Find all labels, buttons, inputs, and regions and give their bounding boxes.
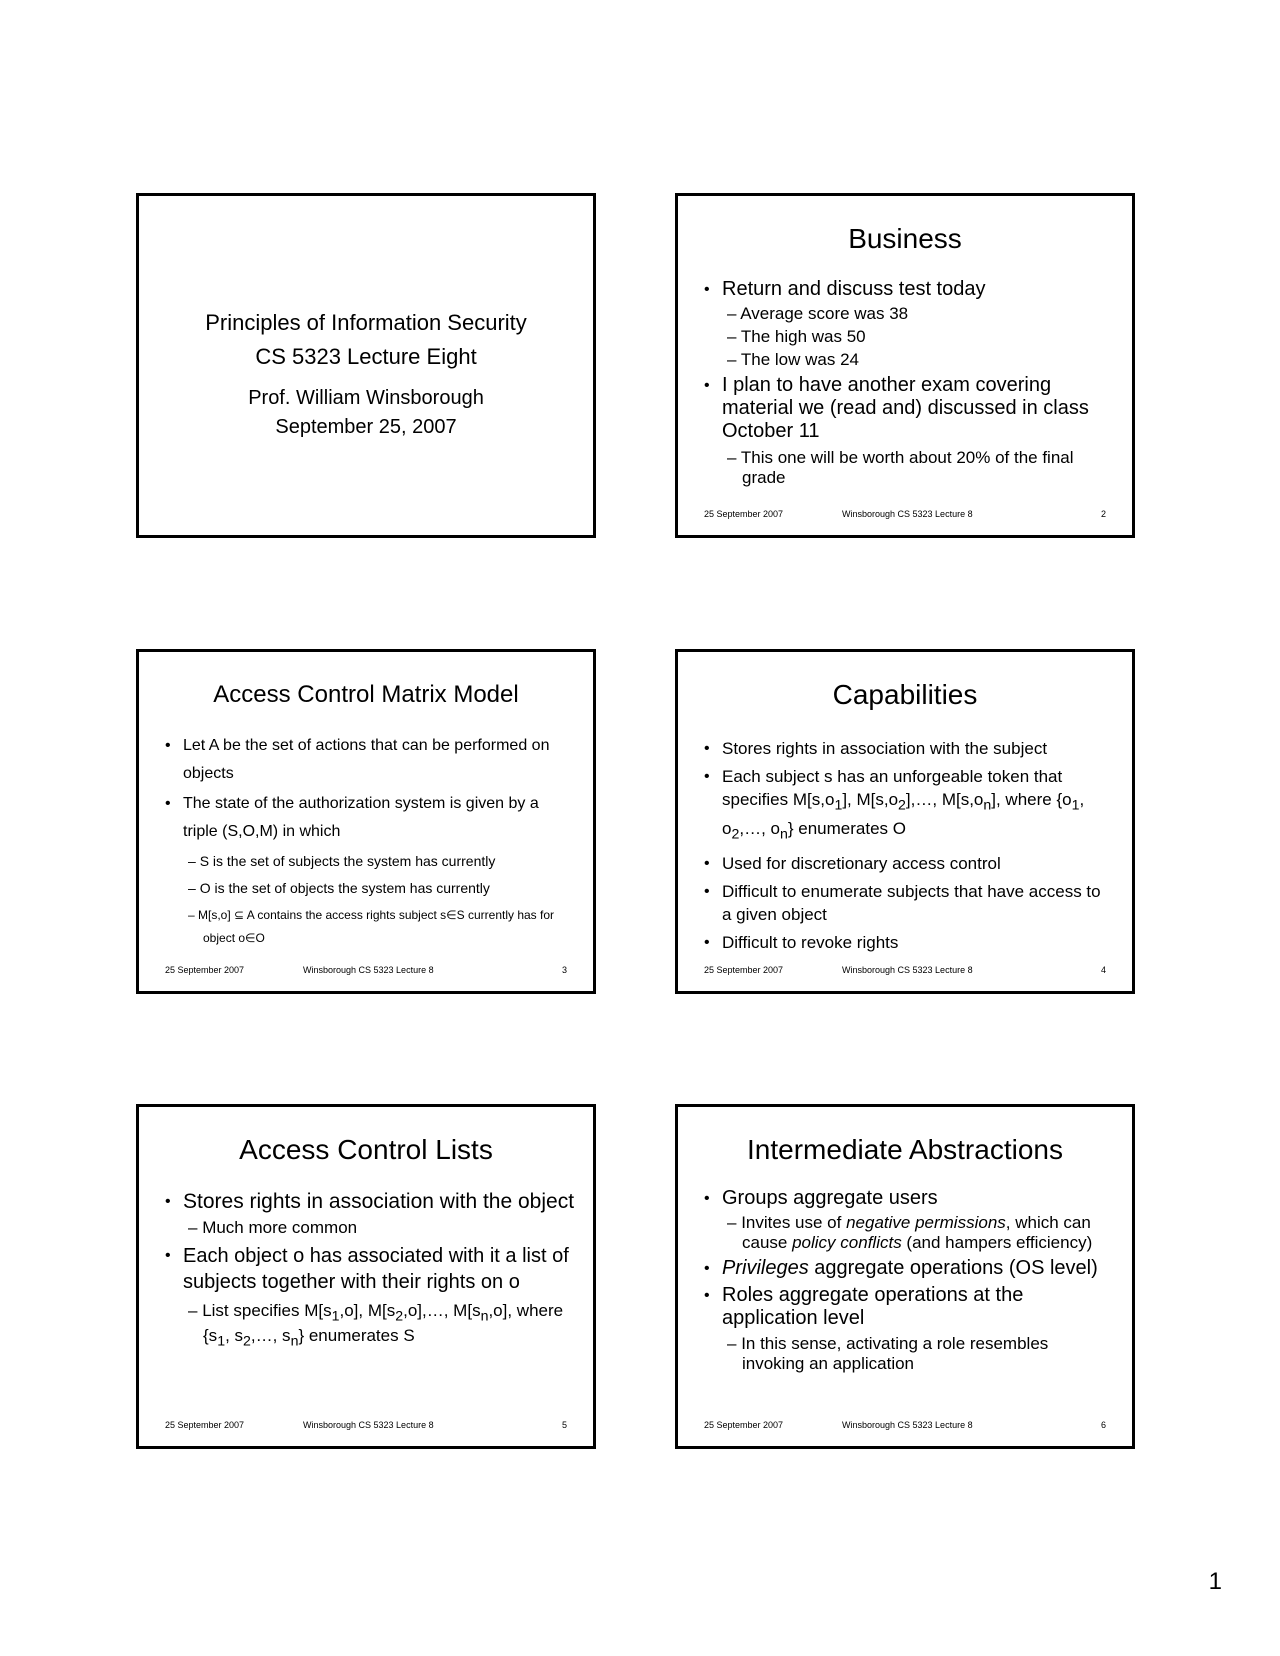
- slide-title: Business: [848, 223, 962, 254]
- slide-body: [165, 1187, 575, 1352]
- title-block: [139, 306, 593, 442]
- sub-bullet: – Average score was 38: [727, 304, 909, 323]
- slide-title: Intermediate Abstractions: [747, 1134, 1063, 1165]
- bullet: • Privileges aggregate operations (OS level): [704, 1257, 1114, 1280]
- page-number: 1: [1208, 1568, 1222, 1595]
- slide-3: [136, 649, 596, 994]
- footer-course: Winsborough CS 5323 Lecture 8: [842, 1420, 973, 1430]
- bullet: • Return and discuss test today: [704, 278, 1114, 301]
- sub-bullet: – The high was 50: [727, 327, 866, 346]
- sub-bullet: – The low was 24: [727, 350, 859, 369]
- slide-footer: [704, 508, 1106, 520]
- slide-body: [704, 276, 1114, 488]
- bullet: • Difficult to revoke rights: [704, 931, 1114, 954]
- slide-body: [704, 732, 1114, 954]
- bullet: • Used for discretionary access control: [704, 852, 1114, 875]
- lecture-number: CS 5323 Lecture Eight: [255, 344, 477, 369]
- slide-number: 3: [561, 965, 567, 975]
- footer-date: 25 September 2007: [165, 965, 245, 975]
- slide-body: [704, 1185, 1114, 1374]
- bullet: • Stores rights in association with the object: [165, 1189, 575, 1215]
- footer-course: Winsborough CS 5323 Lecture 8: [303, 1420, 434, 1430]
- slide-2: [675, 193, 1135, 538]
- slide-number: 4: [1100, 965, 1106, 975]
- slide-number: 5: [561, 1420, 567, 1430]
- bullet: • The state of the authorization system is given by a triple (S,O,M) in which: [165, 790, 575, 846]
- sub-bullet: – In this sense, activating a role resembles invoking an application: [727, 1334, 1049, 1373]
- footer-date: 25 September 2007: [165, 1420, 245, 1430]
- footer-date: 25 September 2007: [704, 1420, 784, 1430]
- sub-bullet: – List specifies $M[s_1,o]$, $M[s_2,o],\dots$, $M[s_n,o]$, where {$s_1$, $s_2,\dots$, $s_n$} enumerates S: [188, 1301, 564, 1350]
- footer-date: 25 September 2007: [704, 965, 784, 975]
- sub-bullet: – Much more common: [188, 1218, 358, 1237]
- slide-title: Capabilities: [832, 679, 978, 710]
- footer-date: 25 September 2007: [704, 509, 784, 519]
- bullet: • I plan to have another exam covering material we (read and) discussed in class October 11: [704, 374, 1114, 443]
- slide-footer: [704, 964, 1106, 976]
- footer-course: Winsborough CS 5323 Lecture 8: [842, 509, 973, 519]
- slide-5: [136, 1104, 596, 1449]
- slide-footer: [165, 964, 567, 976]
- footer-course: Winsborough CS 5323 Lecture 8: [303, 965, 434, 975]
- slide-1: [136, 193, 596, 538]
- bullet: • Stores rights in association with the subject: [704, 737, 1114, 760]
- sub-bullet: – S is the set of subjects the system has currently: [188, 853, 496, 869]
- bullet: • Let A be the set of actions that can be performed on objects: [165, 732, 575, 788]
- sub-bullet: – O is the set of objects the system has currently: [188, 880, 490, 896]
- author: Prof. William Winsborough: [248, 387, 484, 409]
- course-title: Principles of Information Security: [205, 310, 527, 335]
- bullet: • Each subject s has an unforgeable token that specifies $M[s,o_1]$, $M[s,o_2],\dots$, $M[s,o_n]$, where {$o_1$, $o_2,\dots$, $o_n$} enumerates O: [704, 765, 1114, 847]
- bullet: • Roles aggregate operations at the application level: [704, 1284, 1114, 1330]
- sub-bullet: – Invites use of negative permissions, which can cause policy conflicts (and hampers efficiency): [727, 1213, 1093, 1252]
- bullet: • Each object o has associated with it a list of subjects together with their rights on o: [165, 1243, 575, 1295]
- slide-body: [165, 730, 575, 950]
- slide-footer: [704, 1419, 1106, 1431]
- slide-number: 6: [1100, 1420, 1106, 1430]
- bullet: • Difficult to enumerate subjects that have access to a given object: [704, 880, 1114, 926]
- sub-bullet: – This one will be worth about 20% of the final grade: [727, 448, 1074, 487]
- sub-bullet: – M[s,o] ⊆ A contains the access rights subject s∈S currently has for object o∈O: [188, 908, 555, 945]
- footer-course: Winsborough CS 5323 Lecture 8: [842, 965, 973, 975]
- date: September 25, 2007: [275, 416, 457, 438]
- slide-6: [675, 1104, 1135, 1449]
- slide-footer: [165, 1419, 567, 1431]
- slide-title: Access Control Matrix Model: [213, 681, 519, 708]
- slide-title: Access Control Lists: [239, 1134, 493, 1165]
- bullet: • Groups aggregate users: [704, 1187, 1114, 1210]
- slide-number: 2: [1100, 509, 1106, 519]
- slide-4: [675, 649, 1135, 994]
